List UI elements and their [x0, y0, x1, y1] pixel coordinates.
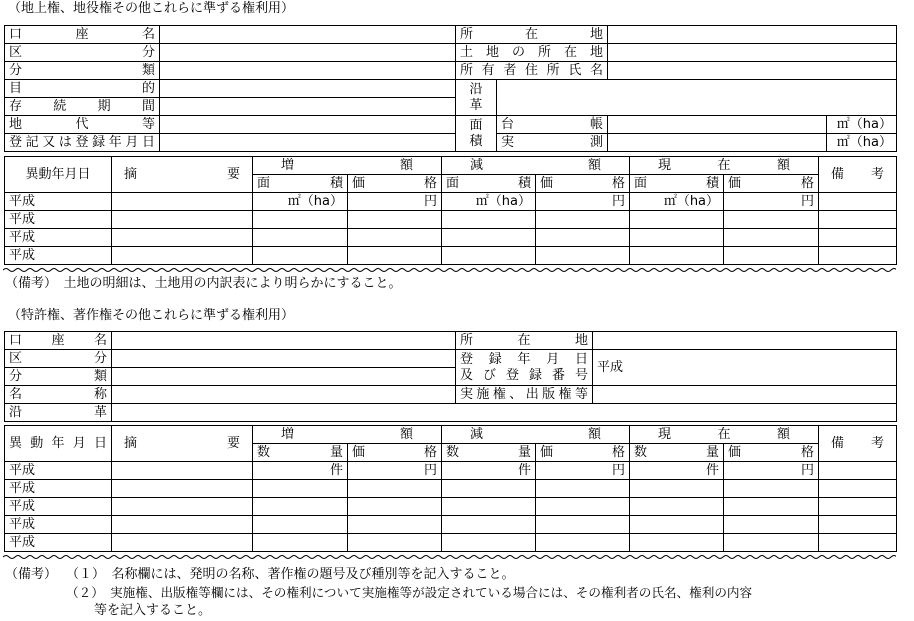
s1-value-survey[interactable] — [608, 134, 827, 152]
s1-label-account: 口 座 名 — [5, 26, 160, 44]
s1-sub-inc-area: 面 積 — [253, 175, 348, 193]
s1-label-area — [456, 116, 497, 152]
s1-label-rent: 地 代 等 — [5, 116, 160, 134]
s1-label-history-2: 革 — [469, 97, 483, 113]
s1-row1-dec-price[interactable]: 円 — [536, 193, 630, 211]
s2-value-division[interactable] — [112, 350, 456, 368]
s2-sub-dec-price: 価 格 — [536, 444, 630, 462]
s1-unit-survey: ㎡（ha） — [827, 134, 897, 152]
s2-value-registration[interactable]: 平成 — [593, 350, 897, 386]
s2-label-reg-1: 登録年月日 — [460, 351, 588, 367]
s2-sub-inc-qty: 数 量 — [253, 444, 348, 462]
s2-col-summary: 摘 要 — [112, 426, 253, 462]
table-row — [5, 462, 897, 480]
s1-label-owner: 所有者住所氏名 — [456, 62, 608, 80]
s1-row1-cur-price[interactable]: 円 — [724, 193, 819, 211]
s1-col-note: 備 考 — [819, 157, 897, 193]
s1-value-regdate[interactable] — [160, 134, 456, 152]
s1-label-division: 区 分 — [5, 44, 160, 62]
s2-row1-date[interactable]: 平成 — [5, 462, 112, 480]
s1-label-regdate: 登記又は登録年月日 — [5, 134, 160, 152]
s1-sub-cur-area: 面 積 — [630, 175, 724, 193]
table-row — [5, 516, 897, 534]
s2-row3-date[interactable]: 平成 — [5, 498, 112, 516]
s1-unit-ledger: ㎡（ha） — [827, 116, 897, 134]
s2-row1-cur-qty[interactable]: 件 — [630, 462, 724, 480]
s2-label-history: 沿 革 — [5, 404, 112, 422]
s1-sub-dec-area: 面 積 — [442, 175, 536, 193]
s2-col-decrease: 減 額 — [442, 426, 630, 444]
s1-col-increase: 増 額 — [253, 157, 442, 175]
s1-col-date: 異動年月日 — [5, 157, 112, 193]
s1-label-class: 分 類 — [5, 62, 160, 80]
s1-value-class[interactable] — [160, 62, 456, 80]
s1-row1-date[interactable]: 平成 — [5, 193, 112, 211]
s1-row1-inc-price[interactable]: 円 — [348, 193, 442, 211]
s2-label-name: 名 称 — [5, 386, 112, 404]
s2-remark-2b: 等を記入すること。 — [94, 603, 212, 618]
s1-label-history-1: 沿 — [469, 81, 483, 97]
s1-remark: （備考） 土地の明細は、土地用の内訳表により明らかにすること。 — [5, 276, 402, 291]
s2-label-license: 実施権、出版権等 — [456, 386, 593, 404]
s1-change-table — [4, 156, 897, 265]
table-row — [5, 480, 897, 498]
s1-sub-inc-price: 価 格 — [348, 175, 442, 193]
s2-sub-dec-qty: 数 量 — [442, 444, 536, 462]
s1-value-owner[interactable] — [608, 62, 897, 80]
s2-col-increase: 増 額 — [253, 426, 442, 444]
s2-sub-inc-price: 価 格 — [348, 444, 442, 462]
s1-value-rent[interactable] — [160, 116, 456, 134]
s1-label-ledger: 台 帳 — [497, 116, 608, 134]
s2-row2-date[interactable]: 平成 — [5, 480, 112, 498]
s2-label-division: 区 分 — [5, 350, 112, 368]
s1-row1-dec-area[interactable]: ㎡（ha） — [442, 193, 536, 211]
s1-value-purpose[interactable] — [160, 80, 456, 98]
table-row — [5, 211, 897, 229]
s1-label-history — [456, 80, 497, 116]
s1-row2-date[interactable]: 平成 — [5, 211, 112, 229]
s1-label-land-location: 土地の所在地 — [456, 44, 608, 62]
s2-col-date: 異動年月日 — [5, 426, 112, 462]
s1-value-history[interactable] — [497, 80, 897, 116]
s2-row1-dec-qty[interactable]: 件 — [442, 462, 536, 480]
s2-row1-inc-qty[interactable]: 件 — [253, 462, 348, 480]
s2-row4-date[interactable]: 平成 — [5, 516, 112, 534]
s1-sub-dec-price: 価 格 — [536, 175, 630, 193]
s1-label-area-1: 面 — [469, 117, 483, 133]
s2-row1-inc-price[interactable]: 円 — [348, 462, 442, 480]
s2-label-account: 口 座 名 — [5, 332, 112, 350]
table-row — [5, 498, 897, 516]
s1-col-current: 現 在 額 — [630, 157, 819, 175]
s1-label-purpose: 目 的 — [5, 80, 160, 98]
s1-row1-note[interactable] — [819, 193, 897, 211]
table-row — [5, 193, 897, 211]
s2-value-account[interactable] — [112, 332, 456, 350]
s2-remark-2: （２） 実施権、出版権等欄には、その権利について実施権等が設定されている場合には、その権利者の氏名、権利の内容 — [66, 585, 753, 600]
s2-info-table — [4, 331, 897, 422]
s1-break-line — [3, 267, 896, 273]
s1-value-ledger[interactable] — [608, 116, 827, 134]
s1-value-location[interactable] — [608, 26, 897, 44]
s1-label-location: 所 在 地 — [456, 26, 608, 44]
s2-value-name[interactable] — [112, 386, 456, 404]
s2-sub-cur-qty: 数 量 — [630, 444, 724, 462]
s1-value-period[interactable] — [160, 98, 456, 116]
s2-remark-1: （１） 名称欄には、発明の名称、著作権の題号及び種別等を記入すること。 — [66, 567, 515, 582]
s2-row1-dec-price[interactable]: 円 — [536, 462, 630, 480]
s2-col-current: 現 在 額 — [630, 426, 819, 444]
s2-sub-cur-price: 価 格 — [724, 444, 819, 462]
s1-value-land-location[interactable] — [608, 44, 897, 62]
s1-value-account[interactable] — [160, 26, 456, 44]
s1-row1-cur-area[interactable]: ㎡（ha） — [630, 193, 724, 211]
s1-row1-inc-area[interactable]: ㎡（ha） — [253, 193, 348, 211]
s2-col-note: 備 考 — [819, 426, 897, 462]
s1-row1-summary[interactable] — [112, 193, 253, 211]
s2-label-class: 分 類 — [5, 368, 112, 386]
s1-row3-date[interactable]: 平成 — [5, 229, 112, 247]
s1-label-area-2: 積 — [469, 133, 483, 149]
s2-row1-summary[interactable] — [112, 462, 253, 480]
s2-value-location[interactable] — [593, 332, 897, 350]
s2-label-location: 所 在 地 — [456, 332, 593, 350]
s2-remark-head: （備考） — [5, 567, 58, 582]
s2-row5-date[interactable]: 平成 — [5, 534, 112, 552]
s2-row1-note[interactable] — [819, 462, 897, 480]
table-row — [5, 534, 897, 552]
section1-caption: （地上権、地役権その他これらに準ずる権利用） — [8, 1, 295, 16]
section2-caption: （特許権、著作権その他これらに準ずる権利用） — [8, 308, 295, 323]
s2-row1-cur-price[interactable]: 円 — [724, 462, 819, 480]
table-row — [5, 229, 897, 247]
s1-row4-date[interactable]: 平成 — [5, 247, 112, 265]
s1-sub-cur-price: 価 格 — [724, 175, 819, 193]
s1-col-decrease: 減 額 — [442, 157, 630, 175]
s2-value-class[interactable] — [112, 368, 456, 386]
s2-change-table — [4, 425, 897, 552]
s2-label-reg-2: 及び登録番号 — [460, 367, 588, 383]
table-row — [5, 247, 897, 265]
s2-value-license[interactable] — [593, 386, 897, 404]
s1-value-division[interactable] — [160, 44, 456, 62]
s2-value-history[interactable] — [112, 404, 897, 422]
s2-label-registration — [456, 350, 593, 386]
s1-col-summary: 摘 要 — [112, 157, 253, 193]
s1-label-survey: 実 測 — [497, 134, 608, 152]
s1-info-table — [4, 25, 897, 152]
s1-label-period: 存 続 期 間 — [5, 98, 160, 116]
s2-break-line — [3, 554, 896, 560]
